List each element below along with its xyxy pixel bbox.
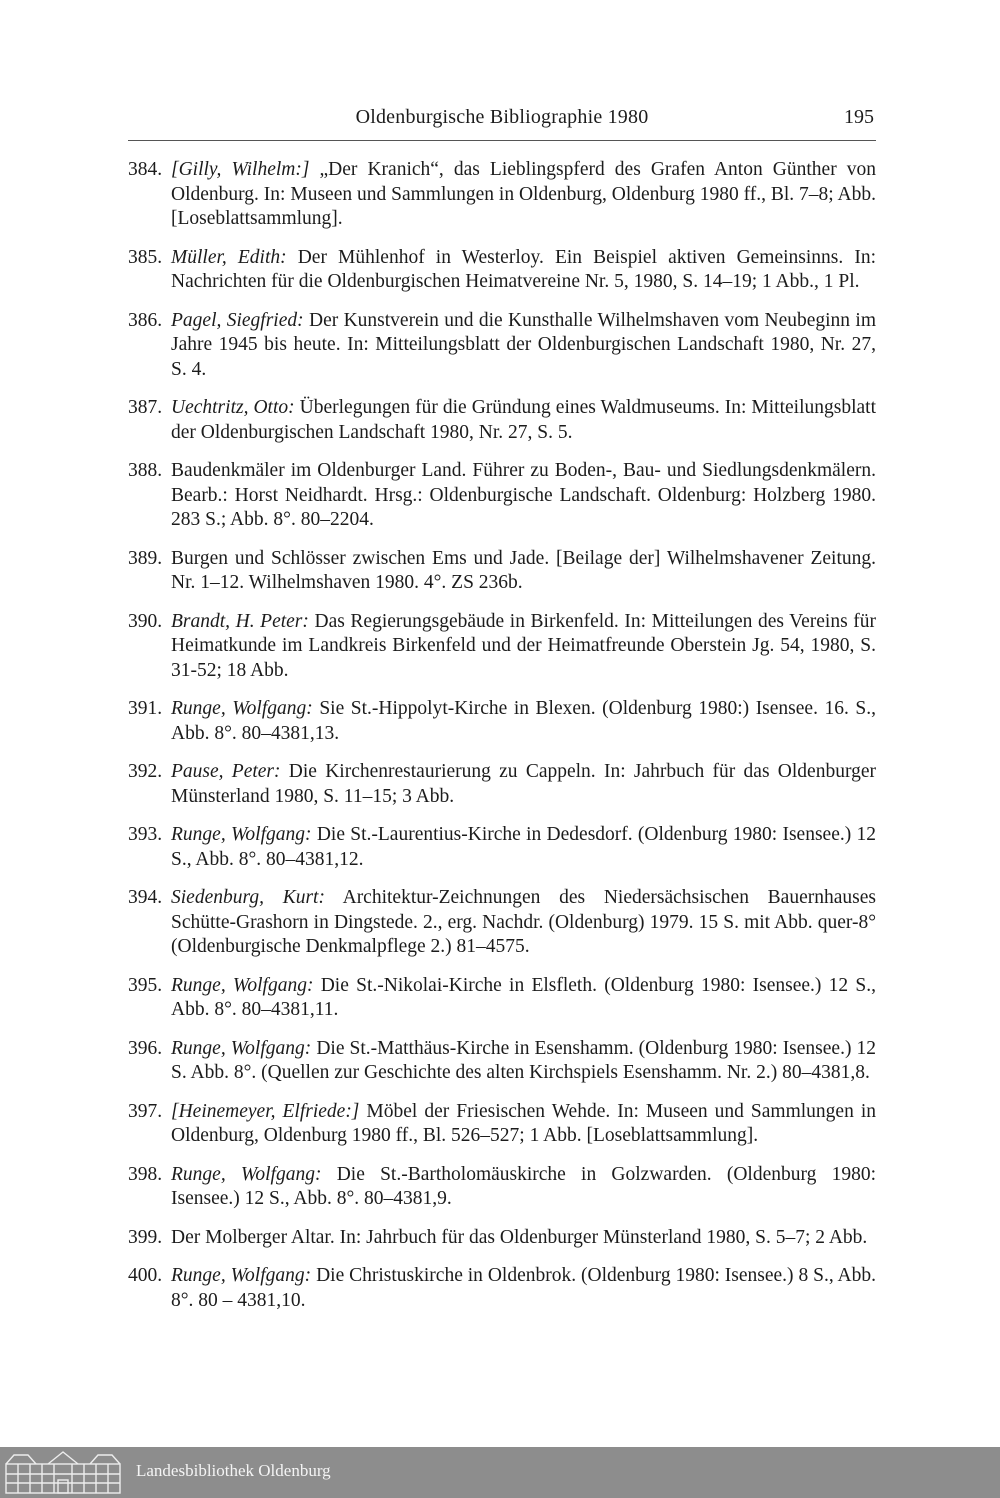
bibliography-entry (128, 697, 876, 746)
library-name: Landesbibliothek Oldenburg (136, 1461, 331, 1480)
entry-author: [Heinemeyer, Elfriede:] (171, 1100, 360, 1122)
bibliography-entry (128, 1226, 876, 1251)
entry-author: Brandt, H. Peter: (171, 610, 309, 632)
entry-number: 388. (128, 460, 163, 481)
entry-author: Siedenburg, Kurt: (171, 887, 325, 908)
entry-text: Die St.-Laurentius-Kirche in Dedesdorf. (Oldenburg 1980: Isensee.) 12 S., Abb. 8°. 80–4381,12. (171, 824, 877, 870)
bibliography-entry (128, 1037, 876, 1086)
entry-number: 400. (128, 1265, 163, 1286)
bibliography-entry (128, 1100, 876, 1149)
entry-number: 397. (128, 1100, 163, 1122)
bibliography-list (128, 158, 876, 1327)
entry-number: 385. (128, 246, 163, 268)
bibliography-entry (128, 459, 876, 533)
entry-author: Runge, Wolfgang: (171, 698, 313, 719)
bibliography-entry (128, 547, 876, 596)
entry-number: 391. (128, 698, 163, 719)
entry-text: Überlegungen für die Gründung eines Waldmuseums. In: Mitteilungsblatt der Oldenburgischen Landschaft 1980, Nr. 27, S. 5. (171, 397, 876, 443)
entry-number: 395. (128, 974, 163, 996)
bibliography-entry (128, 760, 876, 809)
entry-author: Pagel, Siegfried: (171, 309, 304, 331)
bibliography-entry (128, 1163, 876, 1212)
entry-text: Möbel der Friesischen Wehde. In: Museen und Sammlungen in Oldenburg, Oldenburg 1980 ff., Bl. 526–527; 1 Abb. [Loseblattsammlung]. (171, 1100, 876, 1146)
entry-text: Architektur-Zeichnungen des Niedersächsischen Bauernhauses Schütte-Grashorn in Dingstede. 2., erg. Nachdr. (Oldenburg) 1979. 15 S. mit Abb. quer-8° (Oldenburgische Denkmalpflege 2.) 81–4575. (171, 887, 876, 957)
entry-text: Burgen und Schlösser zwischen Ems und Jade. [Beilage der] Wilhelmshavener Zeitung. Nr. 1–12. Wilhelmshaven 1980. 4°. ZS 236b. (171, 547, 876, 593)
entry-text: Der Kunstverein und die Kunsthalle Wilhelmshaven vom Neubeginn im Jahre 1945 bis heute. In: Mitteilungsblatt der Oldenburgischen Landschaft 1980, Nr. 27, S. 4. (171, 309, 876, 380)
entry-text: Die St.-Matthäus-Kirche in Esenshamm. (Oldenburg 1980: Isensee.) 12 S. Abb. 8°. (Quellen zur Geschichte des alten Kirchspiels Esenshamm. Nr. 2.) 80–4381,8. (171, 1037, 876, 1083)
entry-author: Runge, Wolfgang: (171, 974, 314, 996)
page-number: 195 (844, 106, 874, 128)
entry-author: Runge, Wolfgang: (171, 1163, 322, 1185)
entry-number: 398. (128, 1163, 163, 1185)
entry-author: Runge, Wolfgang: (171, 824, 312, 845)
bibliography-entry (128, 610, 876, 684)
entry-text: Das Regierungsgebäude in Birkenfeld. In: Mitteilungen des Vereins für Heimatkunde im Landkreis Birkenfeld und der Heimatfreunde Oberstein Jg. 54, 1980, S. 31-52; 18 Abb. (171, 610, 876, 681)
footer-bar (0, 1447, 1000, 1498)
bibliography-entry (128, 823, 876, 872)
entry-text: Der Molberger Altar. In: Jahrbuch für das Oldenburger Münsterland 1980, S. 5–7; 2 Abb. (171, 1226, 868, 1248)
entry-number: 384. (128, 159, 163, 180)
entry-number: 393. (128, 824, 163, 845)
entry-number: 396. (128, 1037, 163, 1059)
entry-text: „Der Kranich“, das Lieblingspferd des Grafen Anton Günther von Oldenburg. In: Museen und Sammlungen in Oldenburg, Oldenburg 1980 ff., Bl. 7–8; Abb. [Loseblattsammlung]. (171, 159, 877, 229)
entry-author: Müller, Edith: (171, 246, 287, 268)
library-building-icon (4, 1450, 122, 1495)
running-title: Oldenburgische Bibliographie 1980 (355, 106, 649, 128)
entry-text: Die Kirchenrestaurierung zu Cappeln. In: Jahrbuch für das Oldenburger Münsterland 1980, S. 11–15; 3 Abb. (171, 761, 876, 807)
entry-number: 389. (128, 547, 163, 569)
entry-number: 399. (128, 1226, 163, 1248)
bibliography-entry (128, 309, 876, 383)
entry-number: 394. (128, 887, 163, 908)
bibliography-entry (128, 246, 876, 295)
entry-author: Runge, Wolfgang: (171, 1265, 312, 1286)
bibliography-entry (128, 886, 876, 960)
entry-text: Der Mühlenhof in Westerloy. Ein Beispiel aktiven Gemeinsinns. In: Nachrichten für die Oldenburgischen Heimatvereine Nr. 5, 1980, S. 14–19; 1 Abb., 1 Pl. (171, 246, 877, 292)
entry-text: Die Christuskirche in Oldenbrok. (Oldenburg 1980: Isensee.) 8 S., Abb. 8°. 80 – 4381,10. (171, 1265, 877, 1311)
entry-text: Die St.-Nikolai-Kirche in Elsfleth. (Oldenburg 1980: Isensee.) 12 S., Abb. 8°. 80–4381,11. (171, 974, 876, 1020)
entry-text: Die St.-Bartholomäuskirche in Golzwarden. (Oldenburg 1980: Isensee.) 12 S., Abb. 8°. 80–4381,9. (171, 1163, 877, 1209)
bibliography-entry (128, 158, 876, 232)
entry-text: Baudenkmäler im Oldenburger Land. Führer zu Boden-, Bau- und Siedlungsdenkmälern. Bearb.: Horst Neidhardt. Hrsg.: Oldenburgische Landschaft. Oldenburg: Holzberg 1980. 283 S.; Abb. 8°. 80–2204. (171, 460, 876, 530)
page-header (128, 106, 876, 141)
entry-number: 390. (128, 610, 163, 632)
bibliography-entry (128, 974, 876, 1023)
bibliography-entry (128, 396, 876, 445)
entry-author: Uechtritz, Otto: (171, 397, 295, 418)
entry-author: Runge, Wolfgang: (171, 1037, 312, 1059)
bibliography-entry (128, 1264, 876, 1313)
entry-number: 386. (128, 309, 163, 331)
entry-author: [Gilly, Wilhelm:] (171, 159, 310, 180)
entry-text: Sie St.-Hippolyt-Kirche in Blexen. (Oldenburg 1980:) Isensee. 16. S., Abb. 8°. 80–4381,13. (171, 698, 876, 744)
entry-number: 387. (128, 397, 163, 418)
entry-number: 392. (128, 761, 163, 782)
entry-author: Pause, Peter: (171, 761, 281, 782)
